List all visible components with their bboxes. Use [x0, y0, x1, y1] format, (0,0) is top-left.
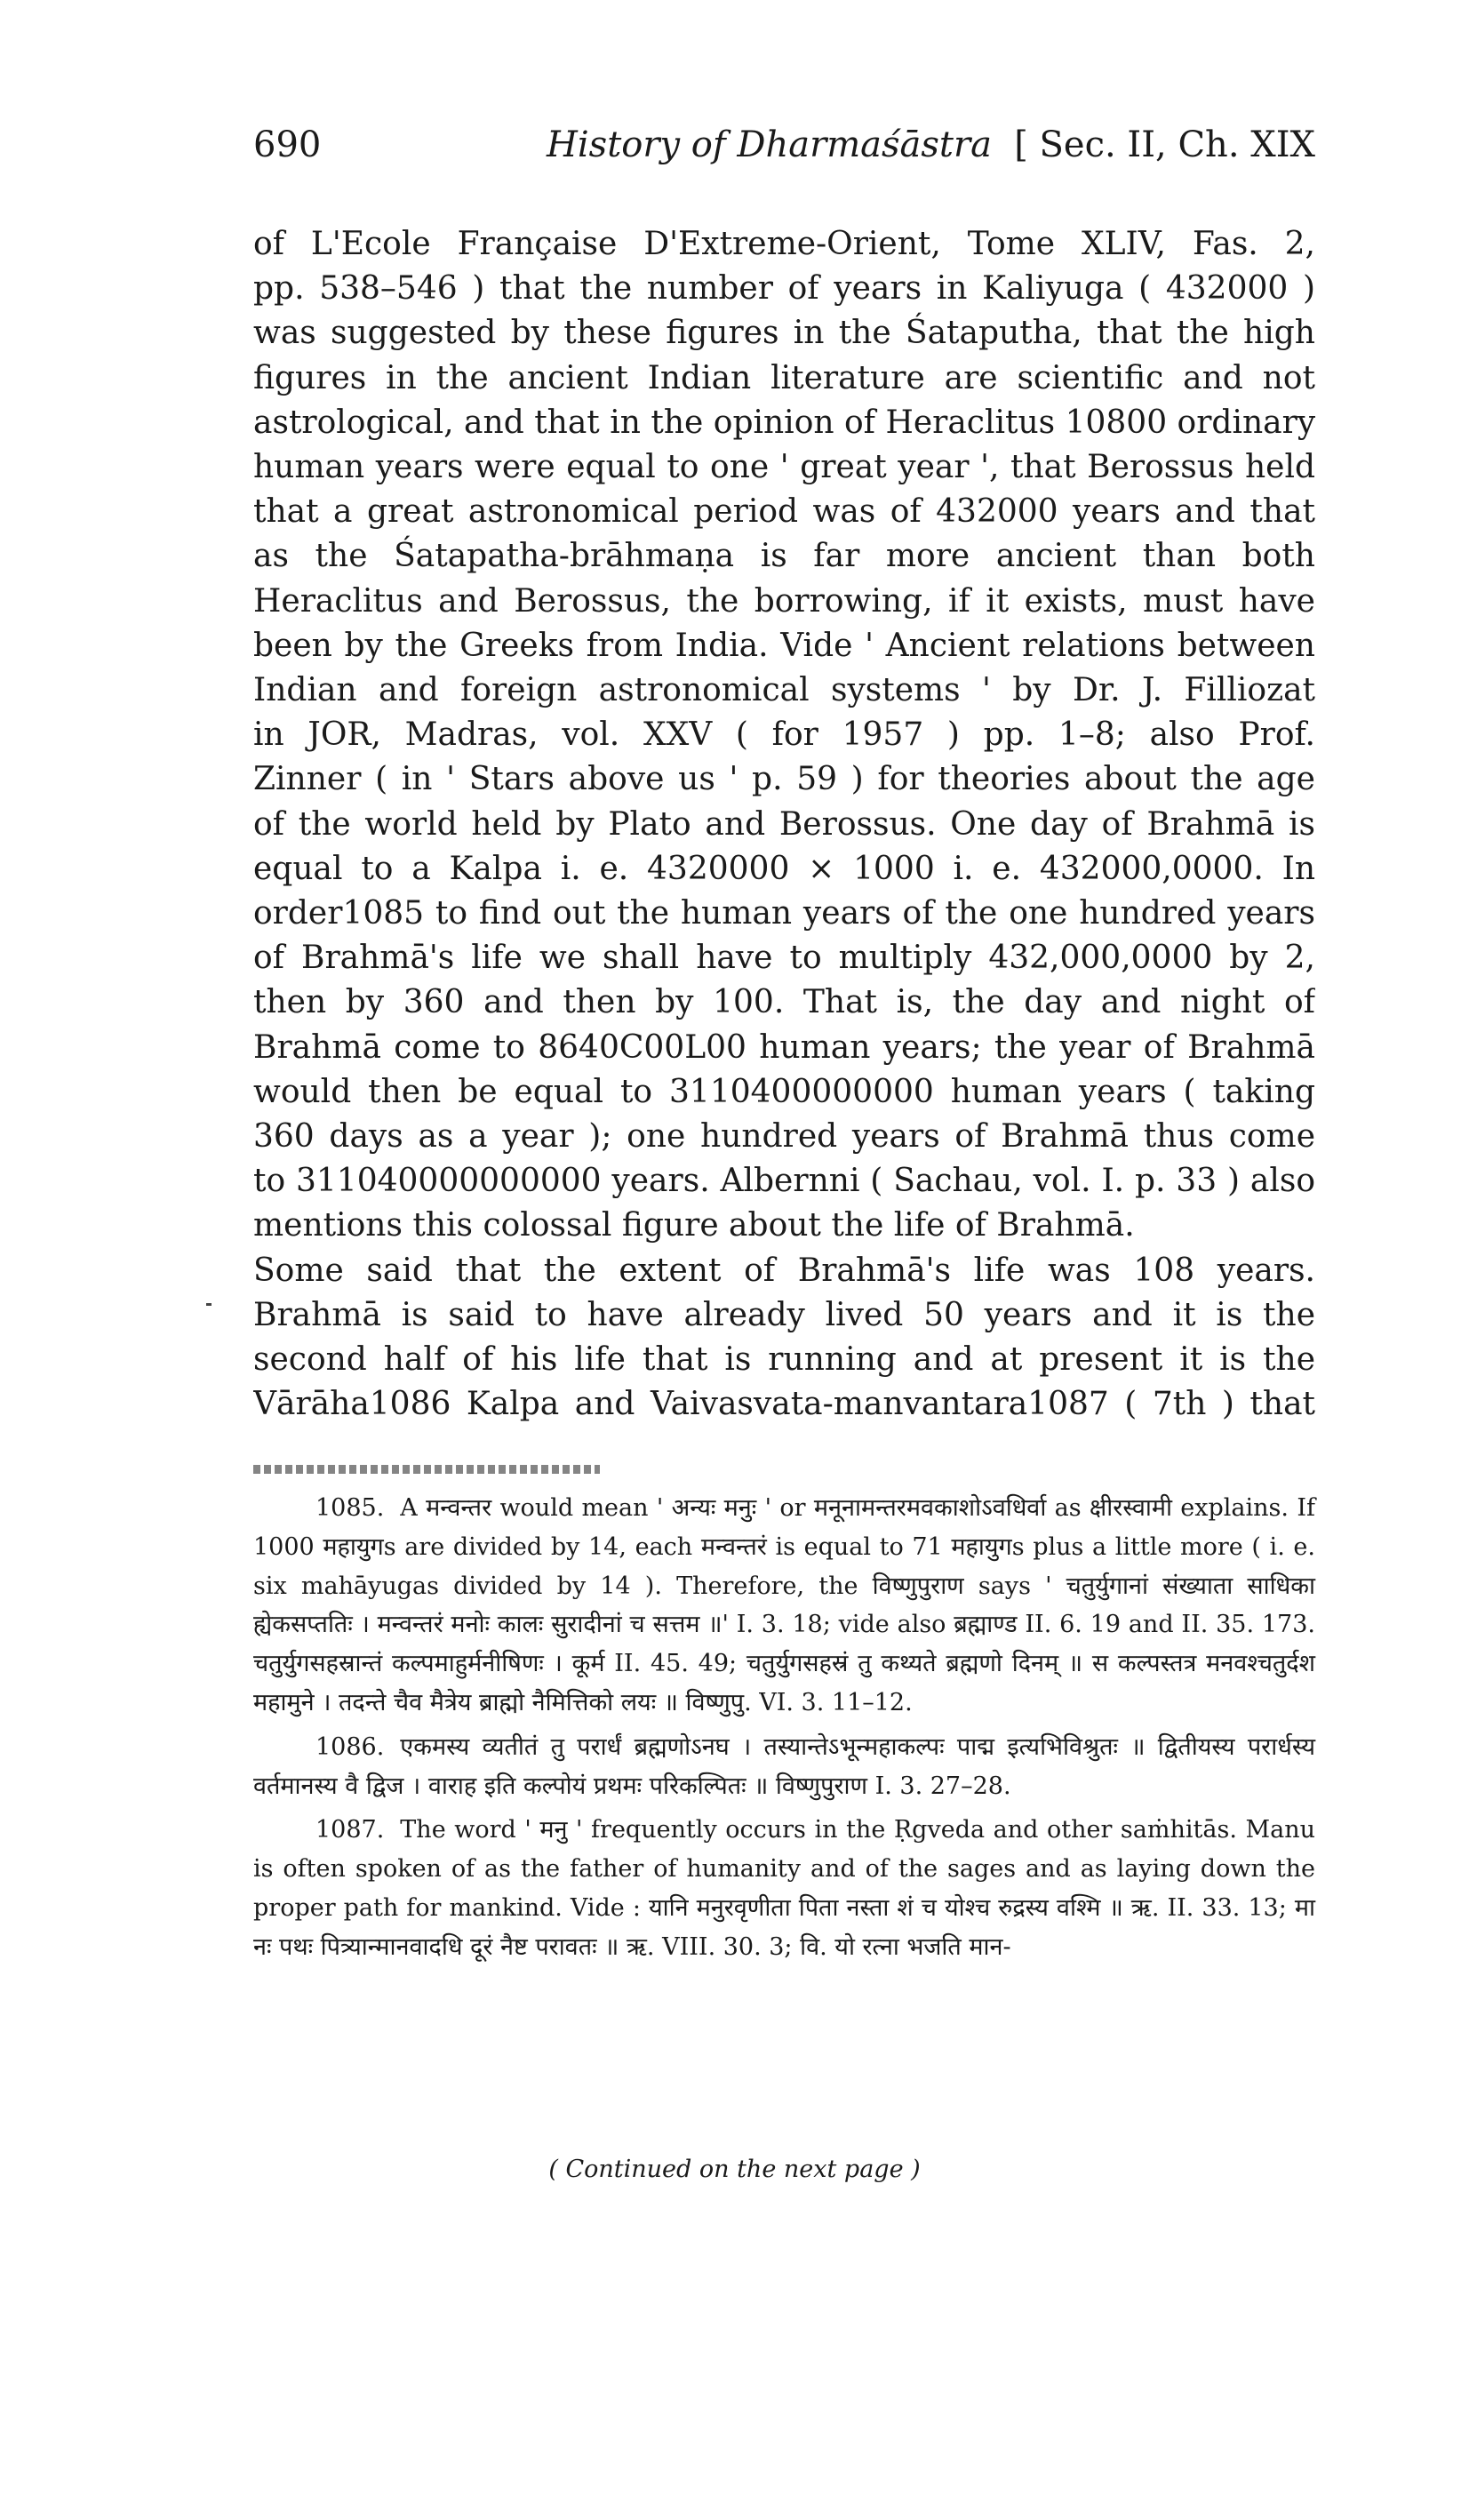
margin-mark: [206, 1303, 212, 1306]
footnote-text: A मन्वन्तर would mean ' अन्यः मनुः ' or मनूनामन्तरमवकाशोऽवधिर्वा as क्षीरस्वामी explains. If 1000 महायुगs are divided by 14, each मन्वन्तरं is equal to 71 महायुगs plus a little more ( i. e. six mahāyugas divided by 14 ). Therefore, the विष्णुपुराण says ' चतुर्युगानां संख्याता साधिका ह्येकसप्ततिः । मन्वन्तरं मनोः कालः सुरादीनां च सत्तम ॥' I. 3. 18; vide also ब्रह्माण्ड II. 6. 19 and II. 35. 173. चतुर्युगसहस्रान्तं कल्पमाहुर्मनीषिणः । कूर्म II. 45. 49; चतुर्युगसहस्रं तु कथ्यते ब्रह्मणो दिनम् ॥ स कल्पस्तत्र मनवश्चतुर्दश महामुने । तदन्ते चैव मैत्रेय ब्राह्मो नैमित्तिको लयः ॥ विष्णुपु. VI. 3. 11–12.: [253, 1494, 1315, 1716]
text-line: of Brahmā's life we shall have to multiply 432,000,0000 by 2,: [253, 940, 1315, 977]
text-line: would then be equal to 3110400000000 human years ( taking: [253, 1073, 1315, 1110]
text-line: of L'Ecole Française D'Extreme-Orient, Tome XLIV, Fas. 2,: [253, 226, 1315, 262]
footnote-1085: [253, 1489, 1315, 1723]
text-line: astrological, and that in the opinion of Heraclitus 10800 ordinary: [253, 404, 1315, 441]
footnote-divider: [253, 1465, 600, 1474]
text-line: order1085 to find out the human years of the one hundred years: [253, 895, 1315, 932]
text-line: 360 days as a year ); one hundred years of Brahmā thus come: [253, 1118, 1315, 1156]
main-text-block: [253, 222, 1315, 1427]
text-line: Brahmā come to 8640C00L00 human years; the year of Brahmā: [253, 1028, 1315, 1066]
section-reference: [ Sec. II, Ch. XIX: [1014, 124, 1315, 165]
text-line: Brahmā is said to have already lived 50 years and it is the: [253, 1296, 1315, 1333]
text-line: Heraclitus and Berossus, the borrowing, if it exists, must have: [253, 582, 1315, 620]
footnote-1086: [253, 1728, 1315, 1806]
footnote-number: 1085.: [315, 1494, 385, 1522]
footnote-number: 1086.: [315, 1732, 385, 1761]
text-line: that a great astronomical period was of 432000 years and that: [253, 493, 1315, 531]
footnotes-block: [253, 1489, 1315, 1972]
page-number: 690: [253, 124, 322, 165]
text-line: in JOR, Madras, vol. XXV ( for 1957 ) pp. 1–8; also Prof.: [253, 716, 1315, 754]
text-line: human years were equal to one ' great year ', that Berossus held: [253, 449, 1315, 486]
text-line: been by the Greeks from India. Vide ' Ancient relations between: [253, 627, 1315, 664]
text-line: then by 360 and then by 100. That is, the day and night of: [253, 984, 1315, 1021]
running-title: History of Dharmaśāstra: [547, 124, 992, 165]
continued-note: ( Continued on the next page ): [548, 2156, 921, 2183]
footnote-1087: [253, 1811, 1315, 1966]
text-line: equal to a Kalpa i. e. 4320000 × 1000 i. e. 432000,0000. In: [253, 850, 1315, 887]
text-line: Some said that the extent of Brahmā's life was 108 years.: [253, 1252, 1315, 1289]
text-line: mentions this colossal figure about the life of Brahmā.: [253, 1207, 1135, 1244]
text-line: to 311040000000000 years. Albernni ( Sachau, vol. I. p. 33 ) also: [253, 1163, 1315, 1200]
text-line: as the Śatapatha-brāhmaṇa is far more ancient than both: [253, 538, 1315, 575]
footnote-number: 1087.: [315, 1816, 385, 1844]
text-line: pp. 538–546 ) that the number of years in Kaliyuga ( 432000 ): [253, 270, 1315, 308]
text-line: Indian and foreign astronomical systems ' by Dr. J. Filliozat: [253, 672, 1315, 709]
text-line: Vārāha1086 Kalpa and Vaivasvata-manvantara1087 ( 7th ) that: [253, 1386, 1315, 1423]
footnote-text: एकमस्य व्यतीतं तु परार्धं ब्रह्मणोऽनघ । तस्यान्तेऽभून्महाकल्पः पाद्म इत्यभिविश्रुतः ॥ द्वितीयस्य परार्धस्य वर्तमानस्य वै द्विज । वाराह इति कल्पोयं प्रथमः परिकल्पितः ॥ विष्णुपुराण I. 3. 27–28.: [253, 1732, 1315, 1800]
text-line: of the world held by Plato and Berossus. One day of Brahmā is: [253, 805, 1315, 843]
text-line: was suggested by these figures in the Śataputha, that the high: [253, 315, 1315, 352]
footnote-text: The word ' मनु ' frequently occurs in the Ṛgveda and other saṁhitās. Manu is often spoken of as the father of humanity and of the sages and as laying down the proper path for mankind. Vide : यानि मनुरवृणीता पिता नस्ता शं च योश्च रुद्रस्य वश्मि ॥ ऋ. II. 33. 13; मा नः पथः पित्र्यान्मानवादधि दूरं नैष्ट परावतः ॥ ऋ. VIII. 30. 3; वि. यो रत्ना भजति मान-: [253, 1816, 1315, 1961]
text-line: second half of his life that is running and at present it is the: [253, 1341, 1315, 1379]
page-header: [253, 124, 1315, 178]
text-line: figures in the ancient Indian literature are scientific and not: [253, 359, 1315, 396]
text-line: Zinner ( in ' Stars above us ' p. 59 ) for theories about the age: [253, 761, 1315, 798]
